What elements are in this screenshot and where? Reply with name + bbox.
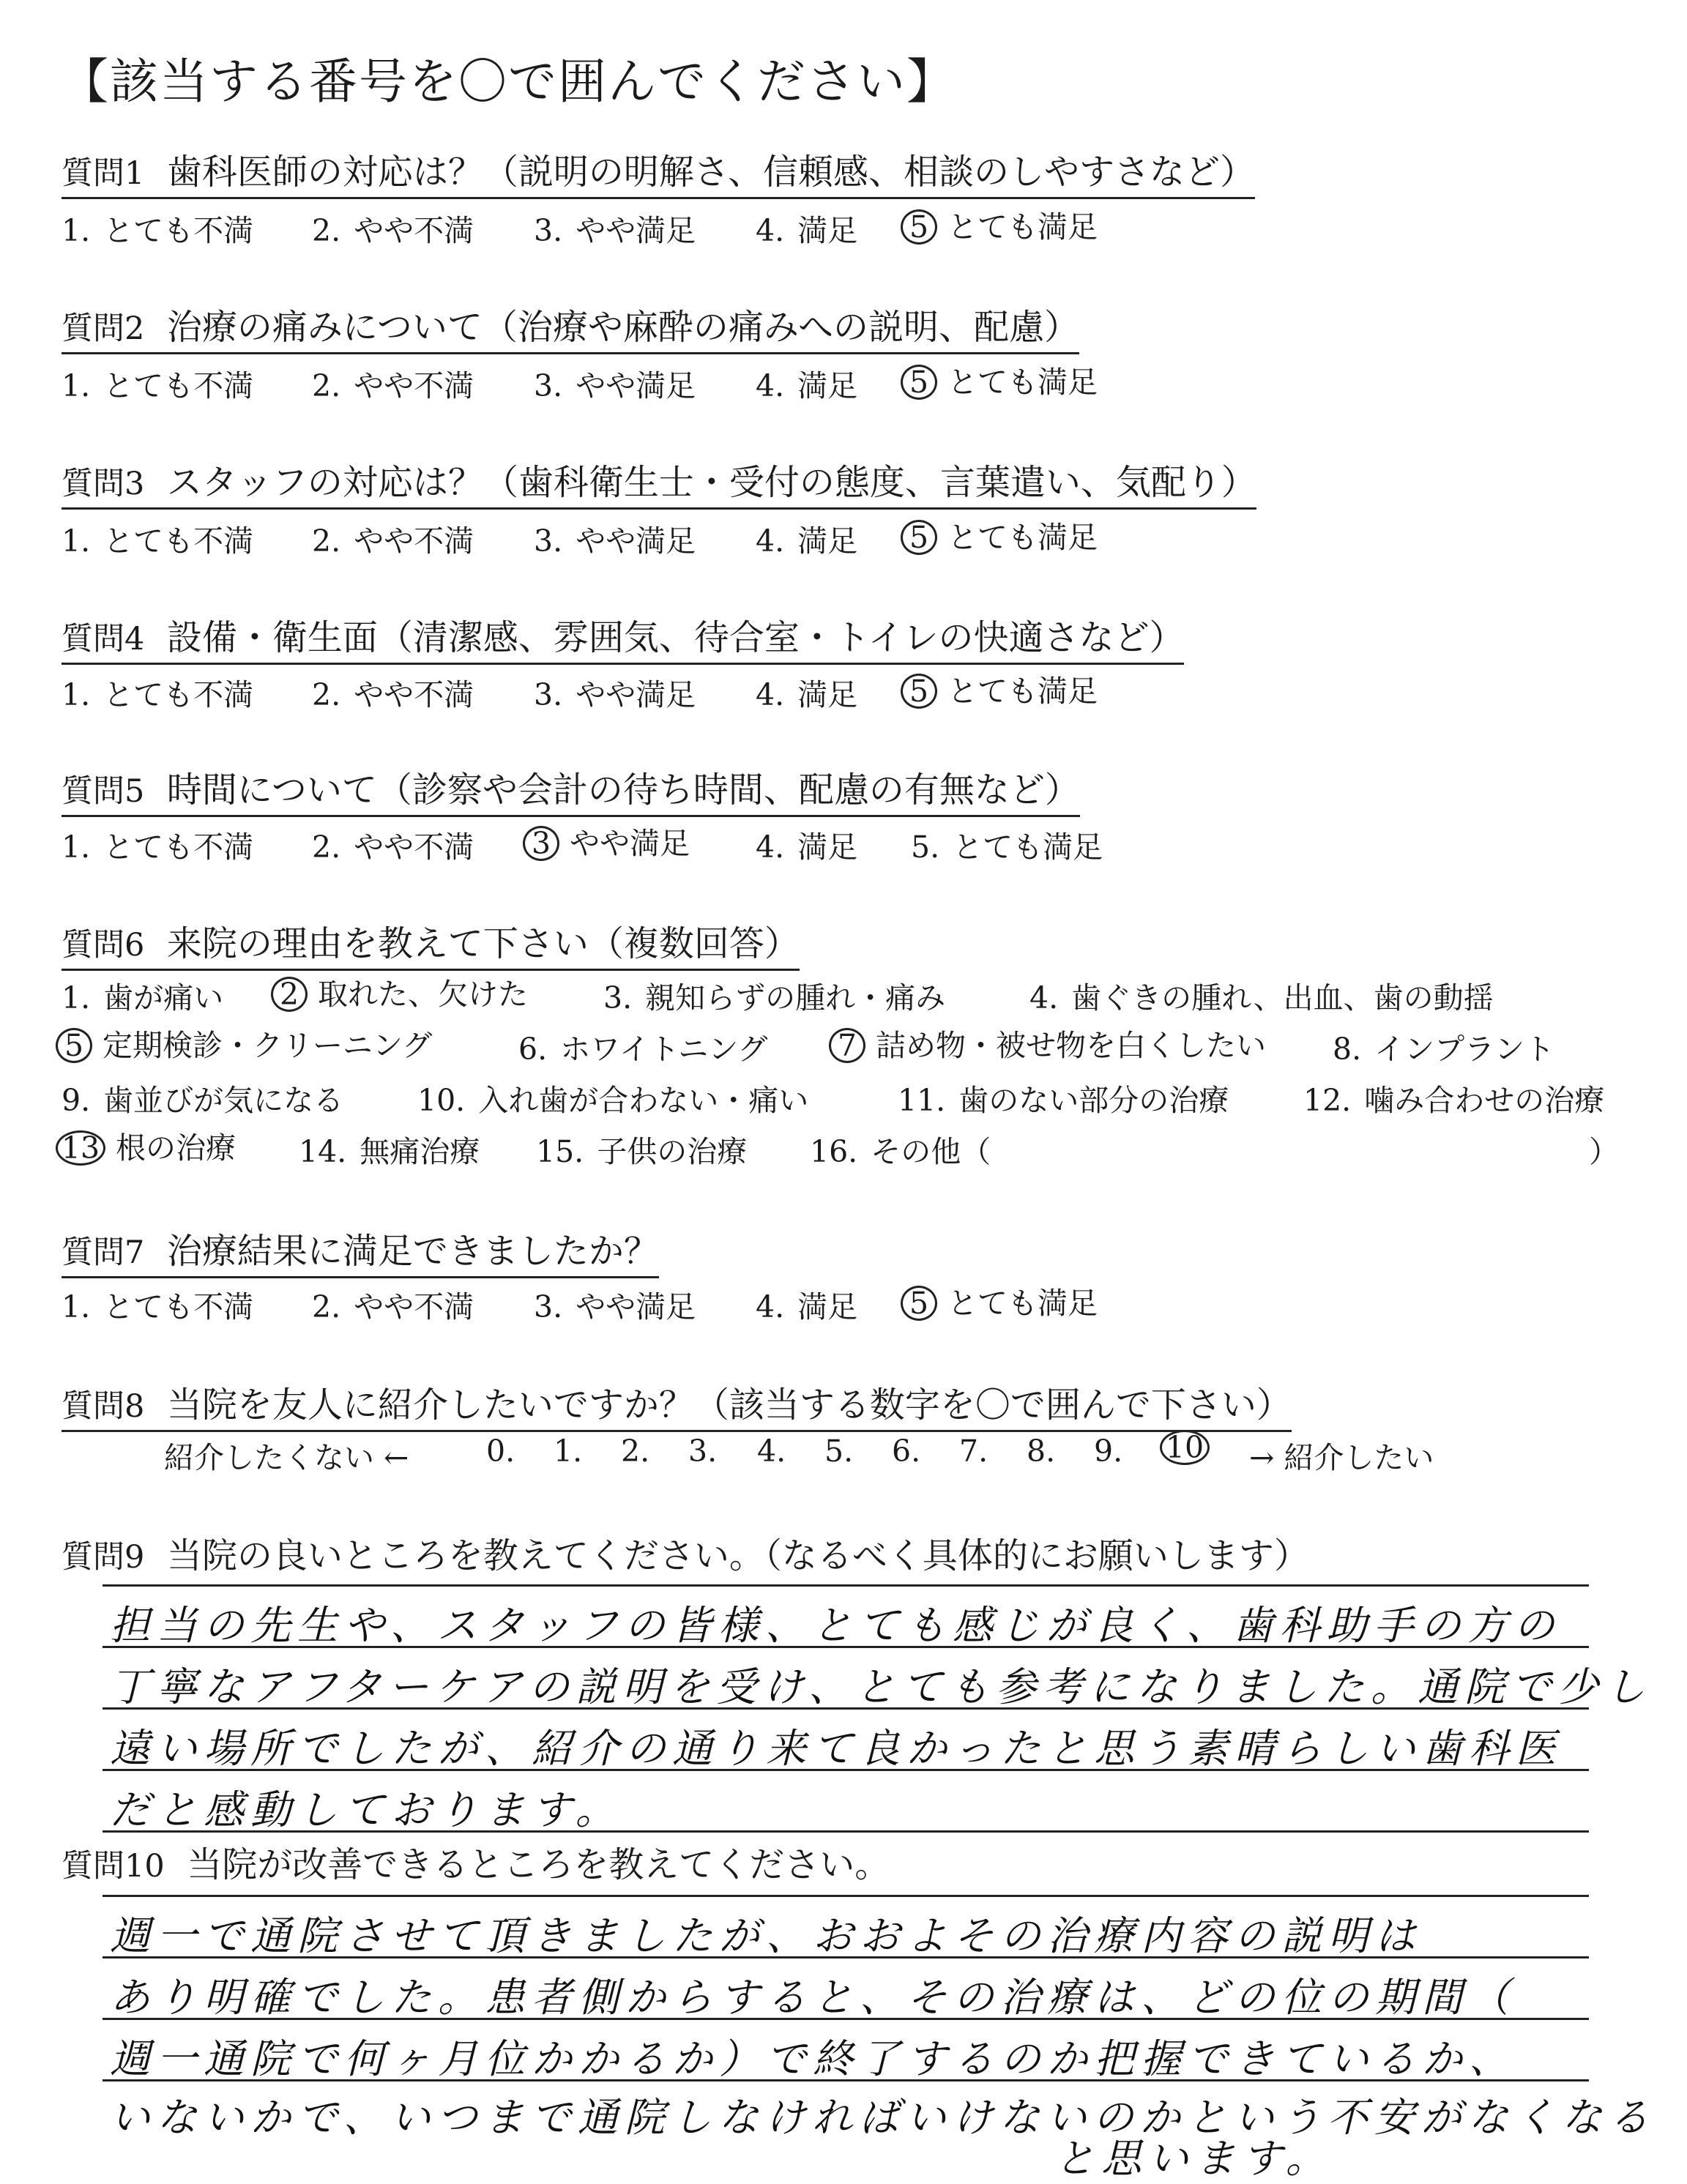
form-instruction: 【該当する番号を〇で囲んでください】 — [60, 53, 956, 110]
question-9-text: 当院の良いところを教えてください。（なるべく具体的にお願いします） — [166, 1535, 1309, 1576]
q4-option-5-selected[interactable]: 5 とても満足 — [901, 667, 1098, 710]
q6-option-4[interactable]: 4. 歯ぐきの腫れ、出血、歯の動揺 — [1029, 980, 1494, 1015]
question-3-heading — [62, 454, 1256, 510]
question-5-number: 質問5 — [62, 773, 145, 810]
q3-option-1[interactable]: 1. とても不満 — [62, 523, 254, 559]
q6-option-2-selected[interactable]: 2 取れた、欠けた — [271, 970, 528, 1013]
q6-option-6[interactable]: 6. ホワイトニング — [518, 1032, 768, 1067]
question-6-heading — [62, 915, 800, 971]
q6-option-16-other[interactable]: 16. その他（ — [810, 1134, 991, 1169]
q6-option-10[interactable]: 10. 入れ歯が合わない・痛い — [417, 1083, 809, 1118]
q1-option-2[interactable]: 2. やや不満 — [312, 213, 474, 248]
question-6-number: 質問6 — [62, 927, 145, 964]
q10-answer-line-1: 週一で通院させて頂きましたが、おおよその治療内容の説明は — [110, 1912, 1423, 1959]
q5-option-3-selected[interactable]: 3 やや満足 — [523, 819, 690, 862]
question-1-text: 歯科医師の対応は？（説明の明解さ、信頼感、相談のしやすさなど） — [166, 152, 1255, 193]
question-3-number: 質問3 — [62, 466, 145, 502]
q5-option-5[interactable]: 5. とても満足 — [911, 830, 1103, 865]
q9-answer-line-3: 遠い場所でしたが、紹介の通り来て良かったと思う素晴らしい歯科医 — [110, 1725, 1563, 1772]
q8-value-1[interactable]: 1. — [554, 1434, 583, 1469]
q1-option-1[interactable]: 1. とても不満 — [62, 213, 254, 248]
question-6-text: 来院の理由を教えて下さい（複数回答） — [166, 923, 800, 964]
q8-value-2[interactable]: 2. — [621, 1434, 650, 1469]
q7-option-3[interactable]: 3. やや満足 — [534, 1289, 696, 1324]
q7-option-1[interactable]: 1. とても不満 — [62, 1289, 254, 1324]
q6-option-11[interactable]: 11. 歯のない部分の治療 — [898, 1083, 1229, 1118]
selected-circle: 5 — [901, 674, 937, 709]
selected-circle: 5 — [56, 1028, 92, 1063]
q6-option-13-selected[interactable]: 13 根の治療 — [56, 1124, 236, 1167]
q4-option-4[interactable]: 4. 満足 — [756, 677, 858, 712]
question-4-text: 設備・衛生面（清潔感、雰囲気、待合室・トイレの快適さなど） — [166, 617, 1185, 658]
q5-option-2[interactable]: 2. やや不満 — [312, 830, 474, 865]
q8-value-9[interactable]: 9. — [1094, 1434, 1123, 1469]
q8-value-7[interactable]: 7. — [959, 1434, 988, 1469]
selected-circle: 13 — [56, 1130, 105, 1166]
q10-answer-line-4: いないかで、いつまで通院しなければいけないのかという不安がなくなる — [110, 2094, 1656, 2141]
question-4-number: 質問4 — [62, 621, 145, 657]
q9-answer-line-1: 担当の先生や、スタッフの皆様、とても感じが良く、歯科助手の方の — [110, 1602, 1561, 1649]
q8-value-3[interactable]: 3. — [688, 1434, 718, 1469]
q1-option-4[interactable]: 4. 満足 — [756, 213, 858, 248]
q6-other-close-paren: ） — [1589, 1134, 1619, 1169]
q8-value-5[interactable]: 5. — [824, 1434, 854, 1469]
question-8-heading — [62, 1376, 1292, 1432]
q9-answer-line-4: だと感動しております。 — [110, 1786, 622, 1833]
q3-option-2[interactable]: 2. やや不満 — [312, 523, 474, 559]
selected-circle: 5 — [901, 520, 937, 555]
q4-option-1[interactable]: 1. とても不満 — [62, 677, 254, 712]
question-10-heading — [62, 1836, 890, 1890]
selected-circle: 10 — [1160, 1430, 1210, 1465]
question-8-number: 質問8 — [62, 1388, 145, 1425]
q10-answer-line-5: と思います。 — [1054, 2135, 1333, 2182]
question-2-text: 治療の痛みについて（治療や麻酔の痛みへの説明、配慮） — [166, 307, 1079, 348]
q8-value-0[interactable]: 0. — [486, 1434, 515, 1469]
q2-option-2[interactable]: 2. やや不満 — [312, 368, 474, 403]
question-1-heading — [62, 144, 1255, 199]
q6-option-8[interactable]: 8. インプラント — [1333, 1032, 1555, 1067]
q6-option-12[interactable]: 12. 噛み合わせの治療 — [1303, 1083, 1605, 1118]
q6-option-3[interactable]: 3. 親知らずの腫れ・痛み — [603, 980, 946, 1015]
q6-option-9[interactable]: 9. 歯並びが気になる — [62, 1083, 344, 1118]
q2-option-4[interactable]: 4. 満足 — [756, 368, 858, 403]
q7-option-4[interactable]: 4. 満足 — [756, 1289, 858, 1324]
q1-option-3[interactable]: 3. やや満足 — [534, 213, 696, 248]
question-7-text: 治療結果に満足できましたか？ — [166, 1231, 659, 1272]
answer-rule-line — [103, 1584, 1589, 1587]
q6-option-14[interactable]: 14. 無痛治療 — [299, 1134, 480, 1169]
question-2-number: 質問2 — [62, 310, 145, 347]
question-3-text: スタッフの対応は？（歯科衛生士・受付の態度、言葉遣い、気配り） — [166, 462, 1256, 503]
q3-option-3[interactable]: 3. やや満足 — [534, 523, 696, 559]
q5-option-1[interactable]: 1. とても不満 — [62, 830, 254, 865]
q8-right-label: → 紹介したい — [1249, 1440, 1434, 1475]
question-2-heading — [62, 299, 1079, 354]
question-7-number: 質問7 — [62, 1234, 145, 1271]
question-9-heading — [62, 1527, 1309, 1581]
selected-circle: 2 — [271, 977, 308, 1012]
question-7-heading — [62, 1223, 659, 1278]
q3-option-4[interactable]: 4. 満足 — [756, 523, 858, 559]
q7-option-2[interactable]: 2. やや不満 — [312, 1289, 474, 1324]
q6-option-15[interactable]: 15. 子供の治療 — [536, 1134, 748, 1169]
q7-option-5-selected[interactable]: 5 とても満足 — [901, 1279, 1098, 1322]
q8-value-8[interactable]: 8. — [1027, 1434, 1056, 1469]
q8-value-10-selected[interactable] — [1160, 1430, 1220, 1465]
q10-answer-line-2: あり明確でした。患者側からすると、その治療は、どの位の期間（ — [110, 1974, 1516, 2021]
q8-left-label: 紹介したくない ← — [164, 1440, 409, 1475]
question-9-number: 質問9 — [62, 1539, 145, 1576]
q6-option-7-selected[interactable]: 7 詰め物・被せ物を白くしたい — [829, 1021, 1266, 1065]
q2-option-5-selected[interactable]: 5 とても満足 — [901, 358, 1098, 401]
question-5-text: 時間について（診察や会計の待ち時間、配慮の有無など） — [166, 769, 1080, 810]
q5-option-4[interactable]: 4. 満足 — [756, 830, 858, 865]
question-10-number: 質問10 — [62, 1848, 165, 1885]
q8-value-4[interactable]: 4. — [757, 1434, 786, 1469]
selected-circle: 5 — [901, 365, 937, 400]
q3-option-5-selected[interactable]: 5 とても満足 — [901, 513, 1098, 556]
question-1-number: 質問1 — [62, 155, 145, 192]
selected-circle: 7 — [829, 1028, 865, 1063]
q8-value-6[interactable]: 6. — [892, 1434, 921, 1469]
question-5-heading — [62, 761, 1080, 817]
selected-circle: 5 — [901, 1286, 937, 1321]
question-4-heading — [62, 609, 1184, 665]
q6-option-5-selected[interactable]: 5 定期検診・クリーニング — [56, 1021, 432, 1065]
q4-option-3[interactable]: 3. やや満足 — [534, 677, 696, 712]
answer-rule-line — [103, 1895, 1589, 1897]
q10-answer-line-3: 週一通院で何ヶ月位かかるか）で終了するのか把握できているか、 — [110, 2035, 1516, 2082]
question-10-answer-area[interactable] — [103, 1895, 1656, 2182]
q2-option-1[interactable]: 1. とても不満 — [62, 368, 254, 403]
q2-option-3[interactable]: 3. やや満足 — [534, 368, 696, 403]
q9-answer-line-2: 丁寧なアフターケアの説明を受け、とても参考になりました。通院で少し — [110, 1663, 1652, 1710]
q1-option-5-selected[interactable]: 5 とても満足 — [901, 203, 1098, 246]
q6-option-1[interactable]: 1. 歯が痛い — [62, 980, 224, 1015]
q4-option-2[interactable]: 2. やや不満 — [312, 677, 474, 712]
selected-circle: 5 — [901, 209, 937, 245]
question-8-text: 当院を友人に紹介したいですか？（該当する数字を〇で囲んで下さい） — [166, 1384, 1292, 1425]
selected-circle: 3 — [523, 826, 559, 861]
question-9-answer-area[interactable] — [103, 1584, 1652, 1833]
question-10-text: 当院が改善できるところを教えてください。 — [187, 1844, 890, 1885]
